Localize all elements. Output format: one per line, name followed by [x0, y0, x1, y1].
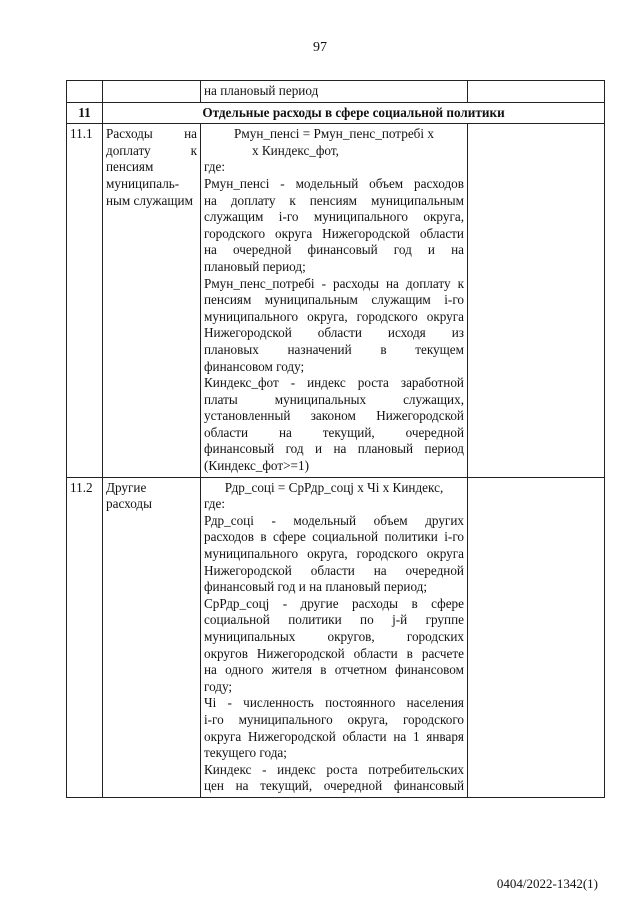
description-line: (Киндекс_фот>=1) — [204, 458, 309, 474]
description-line: финансовом году; — [204, 358, 305, 374]
description-line: области на текущий, очередной — [204, 424, 464, 440]
description-text — [204, 513, 464, 795]
name-line: Другие — [106, 479, 147, 495]
description-line: муниципальных округов, городских — [204, 629, 464, 644]
expenditure-table — [66, 80, 605, 798]
description-line: плановых назначений в текущем — [204, 341, 464, 357]
description-line: социальной политики по j-й группе — [204, 612, 464, 628]
description-line: на очередной финансовый год и на — [204, 242, 464, 258]
expense-name-cell — [103, 477, 201, 797]
description-line: округа Нижегородской области на 1 января — [204, 728, 464, 744]
formula-description-cell — [201, 477, 468, 797]
name-line: доплату к — [106, 142, 197, 158]
where-label: где: — [204, 496, 225, 512]
description-line: пенсиям муниципальным служащим i-го — [204, 292, 464, 308]
name-line: пенсиям — [106, 159, 154, 175]
description-line: Чi - численность постоянного населения — [204, 695, 464, 711]
description-line: платы муниципальных служащих, — [204, 391, 464, 407]
description-text — [204, 176, 464, 475]
section-title: Отдельные расходы в сфере социальной политики — [103, 102, 605, 124]
description-line: году; — [204, 678, 233, 694]
name-line: Расходы на — [106, 126, 197, 142]
formula-line: Рмун_пенсi = Рмун_пенс_потребi х — [234, 126, 434, 142]
table-row — [67, 124, 605, 477]
section-number: 11 — [67, 102, 103, 124]
continued-text-cell: на плановый период — [201, 81, 468, 103]
description-line: городского округа Нижегородской области — [204, 225, 464, 241]
row-number: 11.1 — [67, 124, 103, 477]
description-line: Рмун_пенсi - модельный объем расходов — [204, 175, 464, 191]
description-line: Киндекс_фот - индекс роста заработной — [204, 375, 464, 391]
description-line: Нижегородской области исходя из — [204, 325, 464, 341]
description-line: округов Нижегородской области в расчете — [204, 645, 464, 661]
description-line: Нижегородской области на очередной — [204, 562, 464, 578]
row-number: 11.2 — [67, 477, 103, 797]
description-line: служащим i-го муниципального округа, — [204, 209, 464, 225]
formula-line: Рдр_соцi = СрРдр_соцj х Чi х Киндекс, — [224, 479, 444, 495]
table-row — [67, 477, 605, 797]
description-line: цен на текущий, очередной финансовый — [204, 778, 464, 794]
expense-name-cell — [103, 124, 201, 477]
formula-description-cell — [201, 124, 468, 477]
description-line: i-го муниципального округа, городского — [204, 711, 464, 727]
description-line: расходов в сфере социальной политики i-го — [204, 529, 464, 545]
description-line: Рдр_соцi - модельный объем других — [204, 512, 464, 528]
description-line: финансовый год и на плановый период; — [204, 579, 428, 595]
description-line: муниципального округа, городского округа — [204, 308, 464, 324]
name-line: расходы — [106, 496, 153, 512]
name-line: ным служащим — [106, 192, 193, 208]
page-number: 97 — [313, 40, 327, 55]
formula-line: х Киндекс_фот, — [252, 142, 339, 158]
description-line: Рмун_пенс_потребi - расходы на доплату к — [204, 275, 464, 291]
section-header-row — [67, 102, 605, 124]
description-line: установленный законом Нижегородской — [204, 408, 464, 424]
where-label: где: — [204, 159, 225, 175]
description-line: на доплату к пенсиям муниципальным — [204, 192, 464, 208]
document-code: 0404/2022-1342(1) — [496, 876, 598, 891]
description-line: текущего года; — [204, 745, 287, 761]
description-line: Киндекс - индекс роста потребительских — [204, 761, 464, 777]
description-line: финансовый год и на плановый период — [204, 441, 464, 457]
name-line: муниципаль- — [106, 175, 180, 191]
description-line: СрРдр_соцj - другие расходы в сфере — [204, 595, 464, 611]
description-line: плановый период; — [204, 258, 306, 274]
description-line: муниципального округа, городского округа — [204, 546, 464, 562]
description-line: на одного жителя в отчетном финансовом — [204, 662, 464, 678]
table-row — [67, 81, 605, 103]
